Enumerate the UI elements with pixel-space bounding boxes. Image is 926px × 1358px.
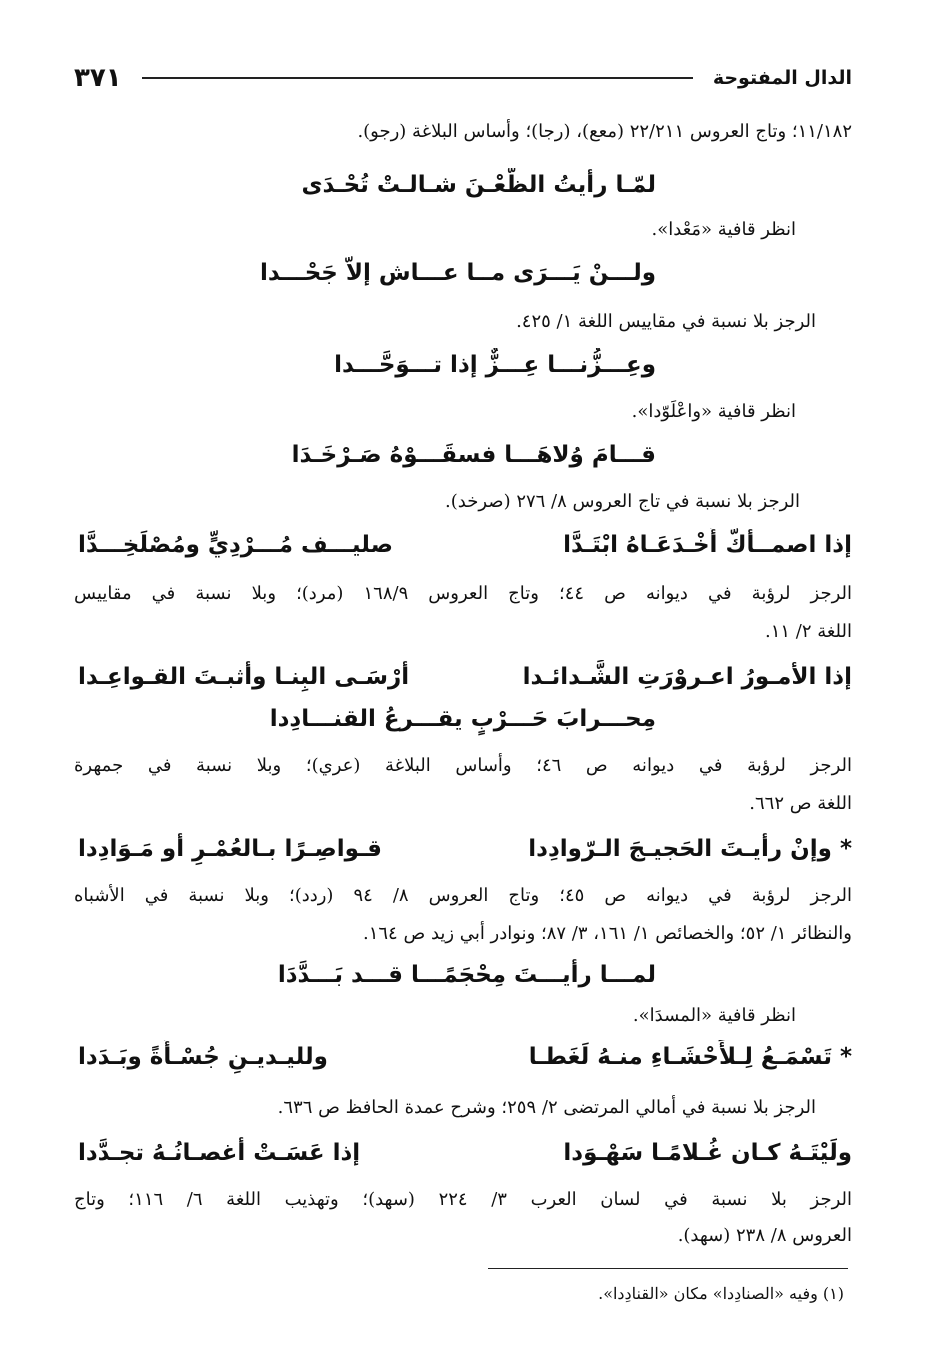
citation-line: الرجز بلا نسبة في أمالي المرتضى ٢/ ٢٥٩؛ وشرح عمدة الحافظ ص ٦٣٦. bbox=[277, 1097, 816, 1118]
citation-line: الرجز بلا نسبة في تاج العروس ٨/ ٢٧٦ (صرخد). bbox=[445, 491, 800, 512]
footnote-rule bbox=[488, 1268, 848, 1269]
citation-line: الرجز لرؤبة في ديوانه ص ٤٥؛ وتاج العروس ٨/ ٩٤ (ردد)؛ وبلا نسبة في الأشباه bbox=[74, 885, 852, 906]
verse-line: وعِـــزُّنـــا عِـــزٌّ إذا تـــوَحَّـــدا bbox=[334, 352, 656, 378]
page-number: ٣٧١ bbox=[74, 63, 122, 93]
couplet-second-hemistich: ولليـديـنِ جُسْـأَةً وبَـدَدا bbox=[78, 1044, 328, 1070]
header-rule bbox=[142, 77, 693, 79]
verse-line: لمـــا رأيـــتَ مِحْجَمًـــا قـــد بَـــدَّدَا bbox=[277, 962, 656, 988]
see-rhyme-line: انظر قافية «واعْلَوّدا». bbox=[631, 401, 796, 422]
page-header bbox=[74, 58, 852, 98]
couplet-first-hemistich: * تَسْمَـعُ لِـلأَحْشَـاءِ منـهُ لَغَطـا bbox=[528, 1044, 852, 1070]
running-title: الدال المفتوحة bbox=[712, 67, 852, 89]
citation-line: الرجز بلا نسبة في مقاييس اللغة ١/ ٤٢٥. bbox=[516, 311, 816, 332]
verse-line: ولـــنْ يَـــرَى مــا عـــاش إلاّ جَحْـــدا bbox=[259, 260, 656, 286]
couplet-second-hemistich: صليـــف مُـــرْدِيٍّ ومُصْلَخِـــدَّا bbox=[78, 532, 393, 558]
citation-line: والنظائر ١/ ٥٢؛ والخصائص ١/ ١٦١، ٣/ ٨٧؛ ونوادر أبي زيد ص ١٦٤. bbox=[362, 923, 852, 944]
citation-line: ١١/١٨٢؛ وتاج العروس ٢٢/٢١١ (معع)، (رجا)؛ وأساس البلاغة (رجو). bbox=[357, 121, 852, 142]
see-rhyme-line: انظر قافية «المسدَا». bbox=[632, 1005, 796, 1026]
citation-line: الرجز بلا نسبة في لسان العرب ٣/ ٢٢٤ (سهد)؛ وتهذيب اللغة ٦/ ١١٦؛ وتاج bbox=[74, 1189, 852, 1210]
citation-line: الرجز لرؤبة في ديوانه ص ٤٦؛ وأساس البلاغة (عري)؛ وبلا نسبة في جمهرة bbox=[74, 755, 852, 776]
couplet-second-hemistich: قـواصِـرًا بـالعُمْـرِ أو مَـوَادِدا bbox=[78, 836, 382, 862]
verse-line: مِحـــرابَ حَـــرْبٍ يقـــرعُ القنـــادِدا bbox=[269, 706, 656, 732]
couplet-second-hemistich: أرْسَـى البِنـا وأثبـتَ القـواعِـدا bbox=[78, 664, 410, 690]
citation-line: الرجز لرؤبة في ديوانه ص ٤٤؛ وتاج العروس ١٦٨/٩ (مرد)؛ وبلا نسبة في مقاييس bbox=[74, 583, 852, 604]
verse-line: لمّـا رأيتُ الظُّعْـنَ شـالـتْ تُحْـدَى bbox=[301, 172, 656, 198]
footnote: (١) وفيه «الصنادِدا» مكان «القنادِدا». bbox=[598, 1284, 844, 1303]
couplet-second-hemistich: إذا عَسَـتْ أغصـانُـهُ تجـدَّدا bbox=[78, 1140, 361, 1166]
couplet-first-hemistich: إذا اصمــأكَّ أَخْـدَعَـاهُ ابْتَـدَّا bbox=[563, 532, 852, 558]
couplet-first-hemistich: إذا الأمـورُ اعـروْرَتِ الشَّـدائـدا bbox=[522, 664, 852, 690]
couplet-first-hemistich: * وإنْ رأيـتَ الحَجيـجَ الـرّوادِدا bbox=[528, 836, 852, 862]
verse-line: قـــامَ وُلاهَـــا فسقَـــوْهُ صَـرْخَـدَا bbox=[291, 442, 656, 468]
citation-line: اللغة ٢/ ١١. bbox=[764, 621, 852, 642]
citation-line: اللغة ص ٦٦٢. bbox=[749, 793, 852, 814]
couplet-first-hemistich: ولَيْتَـهُ كـان غُـلامًـا سَهْـوَدا bbox=[563, 1140, 852, 1166]
citation-line: العروس ٨/ ٢٣٨ (سهد). bbox=[677, 1225, 852, 1246]
see-rhyme-line: انظر قافية «مَعْدا». bbox=[651, 219, 796, 240]
